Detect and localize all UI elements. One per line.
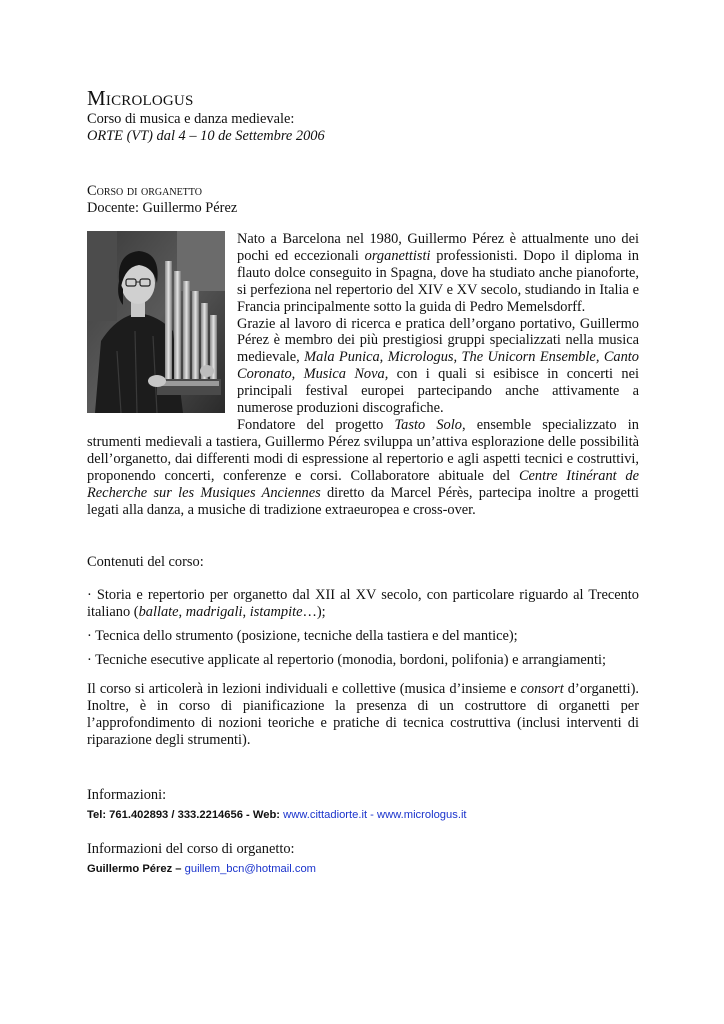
item1-sep2: , — [242, 604, 250, 621]
item1-sep1: , — [178, 604, 186, 621]
item1-ballate: ballate — [138, 604, 179, 621]
item1-istampite: istampite — [249, 604, 303, 621]
info-heading: Informazioni: — [87, 787, 167, 804]
bio-p2-ensembles: Mala Punica, Micrologus, The Unicorn Ensemble, Canto Coronato, Musica Nova, — [237, 349, 640, 383]
dates-location: ORTE (VT) dal 4 – 10 de Settembre 2006 — [87, 128, 325, 144]
bio-p3-text-a: Fondatore del progetto — [237, 416, 395, 433]
item1-text-b: …); — [302, 604, 326, 621]
contents-list — [87, 587, 639, 669]
email-link[interactable]: guillem_bcn@hotmail.com — [184, 863, 316, 876]
course-info-heading: Informazioni del corso di organetto: — [87, 841, 295, 858]
teacher-photo-illustration — [87, 231, 225, 413]
contact-name: Guillermo Pérez – — [87, 863, 185, 876]
bio-p3-text-b: , ensemble specializzato in strumenti medievali a tastiera, Guillermo Pérez sviluppa un’attiva esplorazione delle possibilità dell’organetto, dai differenti modi di espressione al repertorio e agli aspetti tecnici e costruttivi, proponendo concerti, conferenze e corsi. Collaboratore abituale del — [87, 416, 639, 484]
teacher-photo — [87, 231, 225, 413]
teacher-contact-line — [87, 862, 639, 877]
list-item: · Tecniche esecutive applicate al repertorio (monodia, bordoni, polifonia) e arrangiamenti; — [87, 652, 606, 669]
desc-consort: consort — [520, 681, 564, 698]
course-description — [87, 681, 639, 749]
link-cittadiorte[interactable]: www.cittadiorte.it — [283, 809, 368, 822]
bio-p3-project: Tasto Solo — [394, 416, 462, 433]
bio-p2-text-b: con i quali si esibisce in concerti nei principali festival europei partecipando anche attivamente a numerose produzioni discografiche. — [237, 366, 639, 417]
bio-p1-text-b: professionisti. Dopo il diploma in flauto dolce conseguito in Spagna, dove ha studiato anche pianoforte, si perfeziona nel repertorio del XIV e XV secolo, studiando in Italia e Francia principalmente sotto la guida di Pedro Memelsdorff. — [237, 247, 639, 315]
item1-madrigali: madrigali — [185, 604, 243, 621]
item1-text-a: · Storia e repertorio per organetto dal XII al XV secolo, con particolare riguardo al Trecento italiano ( — [87, 587, 639, 621]
bio-p3-text-c: diretto da Marcel Pérès, partecipa inoltre a progetti legati alla danza, a musiche di tradizione extraeuropea e cross-over. — [87, 484, 639, 518]
bio-section — [87, 231, 639, 518]
desc-text-a: Il corso si articolerà in lezioni individuali e collettive (musica d’insieme e — [87, 681, 521, 698]
list-item — [87, 587, 639, 621]
link-separator: - — [367, 809, 378, 822]
bio-paragraph-3 — [87, 417, 639, 518]
bio-p1-emphasis: organettisti — [364, 247, 431, 264]
contact-line — [87, 808, 639, 823]
bio-p3-centre: Centre Itinérant de Recherche sur les Musiques Anciennes — [87, 467, 639, 501]
course-teacher: Docente: Guillermo Pérez — [87, 200, 238, 216]
document-page — [87, 85, 639, 877]
list-item: · Tecnica dello strumento (posizione, tecniche della tastiera e del mantice); — [87, 628, 518, 645]
contents-heading: Contenuti del corso: — [87, 554, 204, 571]
subtitle: Corso di musica e danza medievale: — [87, 111, 295, 127]
link-micrologus[interactable]: www.micrologus.it — [377, 809, 467, 822]
page-title: Micrologus — [87, 86, 194, 110]
bio-p1-text-a: Nato a Barcelona nel 1980, Guillermo Pérez è attualmente uno dei pochi ed eccezionali — [237, 231, 639, 264]
course-title: Corso di organetto — [87, 183, 202, 199]
bio-p2-text-a: Grazie al lavoro di ricerca e pratica dell’organo portativo, Guillermo Pérez è membro dei più prestigiosi gruppi specializzati nella musica medievale, — [237, 315, 639, 366]
desc-text-b: d’organetti). Inoltre, è in corso di pianificazione la presenza di un costruttore di organetti per l’approfondimento di nozioni teoriche e pratiche di tecnica costruttiva (inclusi interventi di riparazione degli strumenti). — [87, 681, 639, 749]
tel-label: Tel: 761.402893 / 333.2214656 - Web: — [87, 809, 284, 822]
